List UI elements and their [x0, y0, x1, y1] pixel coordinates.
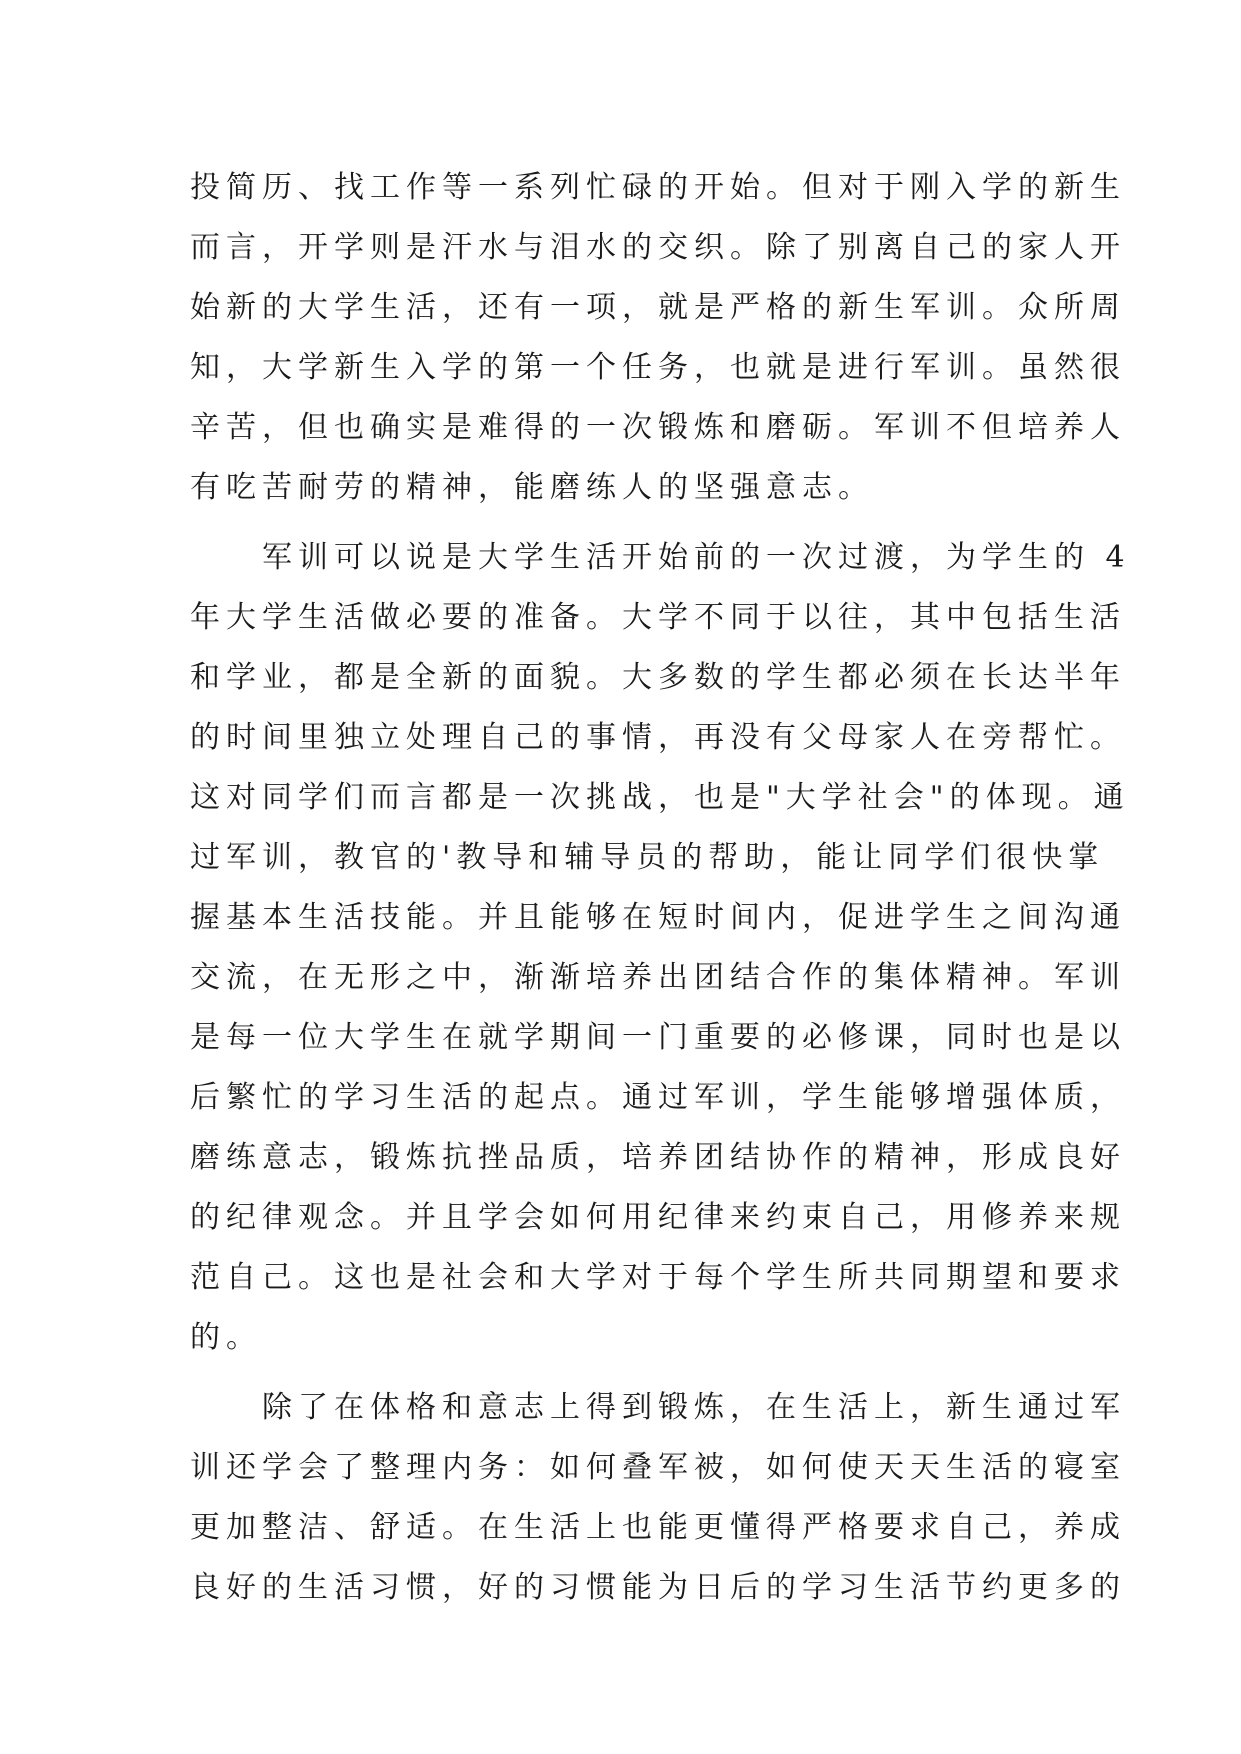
text-line: 投简历、找工作等一系列忙碌的开始。但对于刚入学的新生: [190, 170, 1126, 205]
document-body: [190, 158, 1131, 1618]
text-line: 辛苦，但也确实是难得的一次锻炼和磨砺。军训不但培养人: [190, 410, 1126, 445]
text-line: 除了在体格和意志上得到锻炼，在生活上，新生通过军: [262, 1390, 1126, 1425]
text-line: 更加整洁、舒适。在生活上也能更懂得严格要求自己，养成: [190, 1510, 1126, 1545]
paragraph-3: [190, 1378, 1126, 1618]
text-line: 训还学会了整理内务：如何叠军被，如何使天天生活的寝室: [190, 1450, 1126, 1485]
text-line: 年大学生活做必要的准备。大学不同于以往，其中包括生活: [190, 600, 1126, 635]
text-line: 良好的生活习惯，好的习惯能为日后的学习生活节约更多的: [190, 1570, 1126, 1605]
text-line: 的纪律观念。并且学会如何用纪律来约束自己，用修养来规: [190, 1200, 1126, 1235]
text-line: 交流，在无形之中，渐渐培养出团结合作的集体精神。军训: [190, 960, 1126, 995]
text-line: 握基本生活技能。并且能够在短时间内，促进学生之间沟通: [190, 900, 1126, 935]
text-line: 磨练意志，锻炼抗挫品质，培养团结协作的精神，形成良好: [190, 1140, 1126, 1175]
text-line: 范自己。这也是社会和大学对于每个学生所共同期望和要求: [190, 1260, 1126, 1295]
text-line: 是每一位大学生在就学期间一门重要的必修课，同时也是以: [190, 1020, 1126, 1055]
text-line: 和学业，都是全新的面貌。大多数的学生都必须在长达半年: [190, 660, 1126, 695]
text-line: 始新的大学生活，还有一项，就是严格的新生军训。众所周: [190, 290, 1126, 325]
text-line: 知，大学新生入学的第一个任务，也就是进行军训。虽然很: [190, 350, 1126, 385]
text-line: 的时间里独立处理自己的事情，再没有父母家人在旁帮忙。: [190, 720, 1126, 755]
paragraph-2: [190, 528, 1131, 1368]
paragraph-1: [190, 158, 1126, 518]
text-line: 而言，开学则是汗水与泪水的交织。除了别离自己的家人开: [190, 230, 1126, 265]
text-line: 有吃苦耐劳的精神，能磨练人的坚强意志。: [190, 470, 874, 505]
text-line: 的。: [190, 1320, 262, 1355]
text-line: 这对同学们而言都是一次挑战，也是"大学社会"的体现。通: [190, 780, 1130, 815]
text-line: 后繁忙的学习生活的起点。通过军训，学生能够增强体质，: [190, 1080, 1126, 1115]
text-line: 军训可以说是大学生活开始前的一次过渡，为学生的 4: [262, 540, 1131, 575]
text-line: 过军训，教官的'教导和辅导员的帮助，能让同学们很快掌: [190, 840, 1105, 875]
